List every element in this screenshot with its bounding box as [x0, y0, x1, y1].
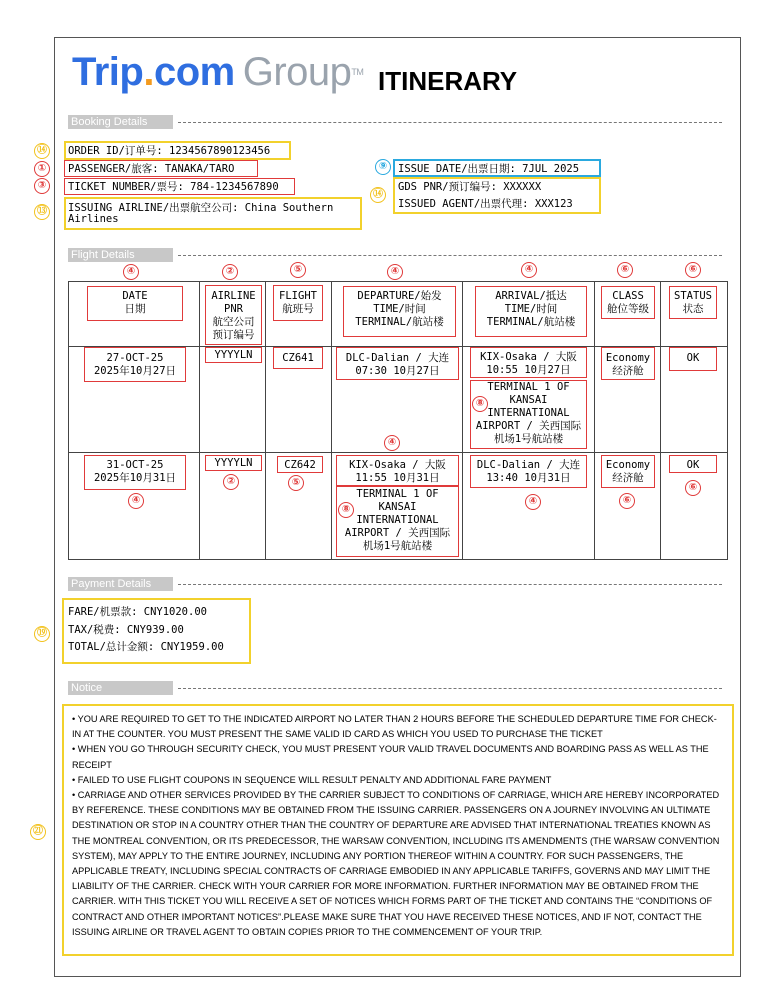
marker-4-arr: ④ — [521, 262, 537, 278]
header-arrival: ARRIVAL/抵达 TIME/时间 TERMINAL/航站楼 — [486, 290, 576, 328]
row1-status: OK — [686, 352, 700, 364]
marker-6-row2status: ⑥ — [685, 480, 701, 496]
row1-date: 27-OCT-25 2025年10月27日 — [93, 352, 177, 377]
row1-arrival: KIX-Osaka / 大阪 10:55 10月27日 — [480, 351, 577, 376]
marker-14b: ⑭ — [370, 187, 386, 203]
marker-6-status: ⑥ — [685, 262, 701, 278]
notice-item: • CARRIAGE AND OTHER SERVICES PROVIDED BY THE CARRIER SUBJECT TO CONDITIONS OF CARRIAGE, WHICH ARE HEREBY INCORPORATED BY REFERENCE. THESE CONDITIONS MAY BE OBTAINED FROM THE ISSUING CARRIER. PASSENGERS ON A JOURNEY INVOLVING AN ULTIMATE DESTINATION OR STOP IN A COUNTRY OTHER THAN THE COUNTRY OF DEPARTURE ARE ADVISED THAT INTERNATIONAL TREATIES KNOWN AS THE MONTREAL CONVENTION, OR ITS PREDECESSOR, THE WARSAW CONVENTION, INCLUDING ITS AMENDMENTS (THE WARSAW CONVENTION SYSTEM), MAY APPLY TO THE ENTIRE JOURNEY, INCLUDING ANY PORTION THEREOF WITHIN A COUNTRY. FOR SUCH PASSENGERS, THE APPLICABLE TREATY, INCLUDING SPECIAL CONTRACTS OF CARRIAGE EMBODIED IN ANY APPLICABLE TARIFFS, GOVERNS AND MAY LIMIT THE LIABILITY OF THE CARRIER. CHECK WITH YOUR CARRIER FOR MORE INFORMATION. FURTHER INFORMATION MAY BE OBTAINED FROM THE CARRIER. WITH THIS TICKET YOU WILL RECEIVE A SET OF NOTICES WHICH FORMS PART OF THE TICKET AND CONTAINS THE “CONDITIONS OF CONTRACT AND OTHER IMPORTANT NOTICES”.PLEASE MAKE SURE THAT YOU HAVE RECEIVED THESE NOTICES, AND IF NOT, CONTACT THE ISSUING AIRLINE OR TRAVEL AGENT TO OBTAIN COPIES PRIOR TO THE COMMENCEMENT OF YOUR TRIP. — [72, 790, 720, 937]
payment-details-header: Payment Details — [68, 577, 722, 591]
header-departure: DEPARTURE/始发 TIME/时间 TERMINAL/航站楼 — [355, 290, 444, 328]
header-pnr: AIRLINE PNR 航空公司 预订编号 — [211, 290, 256, 341]
header-class: CLASS 舱位等级 — [607, 290, 649, 315]
marker-5-flight: ⑤ — [290, 262, 306, 278]
notice-item: • WHEN YOU GO THROUGH SECURITY CHECK, YOU MUST PRESENT YOUR VALID TRAVEL DOCUMENTS AND BOARDING PASS AS WELL AS THE RECEIPT — [72, 744, 709, 770]
marker-14: ⑭ — [34, 143, 50, 159]
marker-5-row2: ⑤ — [288, 475, 304, 491]
row2-departure: KIX-Osaka / 大阪 11:55 10月31日 — [349, 459, 446, 484]
gds-pnr: GDS PNR/预订编号: XXXXXX — [398, 181, 542, 193]
ticket-number: TICKET NUMBER/票号: 784-1234567890 — [68, 181, 279, 193]
fare: FARE/机票款: CNY1020.00 — [68, 606, 207, 618]
issued-agent: ISSUED AGENT/出票代理: XXX123 — [398, 198, 573, 210]
booking-details-header: Booking Details — [68, 115, 722, 129]
page-title: ITINERARY — [378, 66, 518, 96]
marker-6-row2class: ⑥ — [619, 493, 635, 509]
total: TOTAL/总计金额: CNY1959.00 — [68, 641, 224, 653]
marker-21: ㉑ — [30, 824, 46, 840]
row1-departure: DLC-Dalian / 大连 07:30 10月27日 — [345, 352, 450, 377]
row2-date: 31-OCT-25 2025年10月31日 — [93, 459, 177, 484]
tax: TAX/税费: CNY939.00 — [68, 624, 184, 636]
marker-8-row1: ⑧ — [472, 396, 488, 412]
row1-class: Economy 经济舱 — [605, 352, 651, 377]
header-date: DATE 日期 — [122, 290, 148, 315]
marker-9: ⑨ — [375, 159, 391, 175]
marker-1: ① — [34, 161, 50, 177]
notice-box — [62, 704, 734, 956]
tripcom-group-logo: Trip.com Group™ — [72, 50, 364, 94]
notice-item: • YOU ARE REQUIRED TO GET TO THE INDICATED AIRPORT NO LATER THAN 2 HOURS BEFORE THE SCHEDULED DEPARTURE TIME FOR CHECK-IN AT THE COUNTER. YOU MUST PRESENT THE SAME VALID ID CARD AS WHICH YOU USED TO PURCHASE THE TICKET — [72, 714, 717, 740]
row2-arrival: DLC-Dalian / 大连 13:40 10月31日 — [476, 459, 581, 484]
marker-2-row2: ② — [223, 474, 239, 490]
marker-8-row2: ⑧ — [338, 502, 354, 518]
marker-3: ③ — [34, 178, 50, 194]
issuing-airline-line1: ISSUING AIRLINE/出票航空公司: China Southern — [68, 202, 334, 214]
row1-flight: CZ641 — [282, 352, 314, 364]
marker-19: ⑲ — [34, 626, 50, 642]
order-id: ORDER ID/订单号: 1234567890123456 — [68, 145, 271, 157]
marker-4-date: ④ — [123, 264, 139, 280]
issuing-airline-line2: Airlines — [68, 213, 119, 225]
issue-date: ISSUE DATE/出票日期: 7JUL 2025 — [398, 163, 580, 175]
row2-flight: CZ642 — [284, 459, 316, 471]
row1-terminal: TERMINAL 1 OF KANSAI INTERNATIONAL AIRPORT / 关西国际 机场1号航站楼 — [475, 381, 582, 445]
marker-4-row2arr: ④ — [525, 494, 541, 510]
row2-terminal: TERMINAL 1 OF KANSAI INTERNATIONAL AIRPORT / 关西国际 机场1号航站楼 — [344, 488, 451, 552]
marker-13: ⑬ — [34, 204, 50, 220]
flight-details-header: Flight Details — [68, 248, 722, 262]
row2-pnr: YYYYLN — [214, 457, 253, 469]
passenger: PASSENGER/旅客: TANAKA/TARO — [68, 163, 235, 175]
row2-class: Economy 经济舱 — [605, 459, 651, 484]
notice-item: • FAILED TO USE FLIGHT COUPONS IN SEQUENCE WILL RESULT PENALTY AND ADDITIONAL FARE PAYMENT — [72, 774, 552, 785]
header-status: STATUS 状态 — [674, 290, 712, 315]
marker-6-class: ⑥ — [617, 262, 633, 278]
header-flight: FLIGHT 航班号 — [279, 290, 317, 315]
marker-4-row2date: ④ — [128, 493, 144, 509]
marker-2-pnr: ② — [222, 264, 238, 280]
marker-4-dep: ④ — [387, 264, 403, 280]
row2-status: OK — [686, 459, 700, 471]
row1-pnr: YYYYLN — [214, 349, 253, 361]
notice-header: Notice — [68, 681, 722, 695]
marker-4-row2dep: ④ — [384, 435, 400, 451]
